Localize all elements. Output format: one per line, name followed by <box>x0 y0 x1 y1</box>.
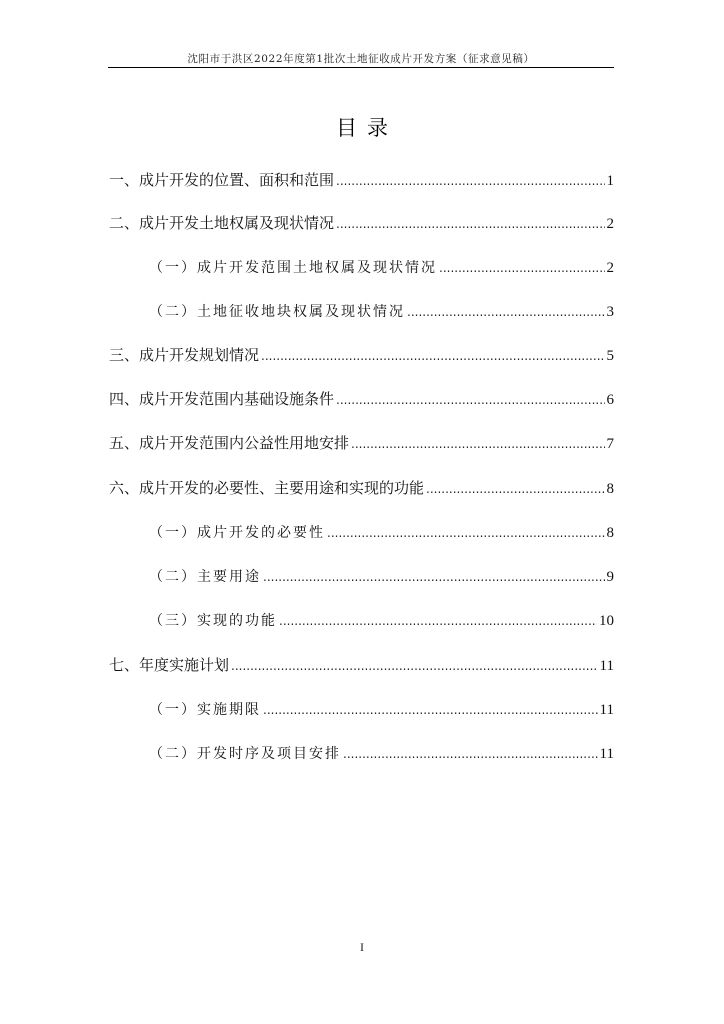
toc-entry[interactable] <box>109 387 614 411</box>
toc-entry[interactable] <box>109 653 614 677</box>
toc-entry-label: （一）成片开发的必要性 <box>149 525 325 541</box>
dot-leader <box>261 344 604 368</box>
toc-page-number: 11 <box>599 702 614 718</box>
toc-subentry[interactable] <box>149 565 614 589</box>
toc-page-number: 11 <box>599 658 614 674</box>
dot-leader <box>351 432 604 456</box>
dot-leader <box>343 742 598 766</box>
header-rule <box>108 67 614 68</box>
toc-page-number: 7 <box>606 436 614 452</box>
running-header: 沈阳市于洪区2022年度第1批次土地征收成片开发方案（征求意见稿） <box>187 53 535 65</box>
dot-leader <box>327 521 605 545</box>
toc-entry[interactable] <box>109 476 614 500</box>
toc-entry-label: 六、成片开发的必要性、主要用途和实现的功能 <box>109 479 425 497</box>
dot-leader <box>439 256 605 280</box>
dot-leader <box>407 300 605 324</box>
toc-page-number: 1 <box>606 173 614 189</box>
toc-entry-label: 三、成片开发规划情况 <box>109 346 260 364</box>
toc-entry-label: 七、年度实施计划 <box>109 656 230 674</box>
toc-entry-label: （二）主要用途 <box>149 569 261 585</box>
toc-subentry[interactable] <box>149 609 614 633</box>
toc-entry[interactable] <box>109 431 614 455</box>
toc-entry[interactable] <box>109 211 614 235</box>
dot-leader <box>263 565 605 589</box>
toc-page-number: 8 <box>606 481 614 497</box>
toc-title: 目录 <box>336 116 398 140</box>
toc-subentry[interactable] <box>149 742 614 766</box>
toc-subentry[interactable] <box>149 521 614 545</box>
toc-entry-label: （一）实施期限 <box>149 702 261 718</box>
toc-entry[interactable] <box>109 343 614 367</box>
toc-entry-label: 四、成片开发范围内基础设施条件 <box>109 390 335 408</box>
toc-page-number: 11 <box>599 746 614 762</box>
toc-entry-label: （二）开发时序及项目安排 <box>149 746 341 762</box>
dot-leader <box>231 654 598 678</box>
toc-entry[interactable] <box>109 168 614 192</box>
toc-entry-label: （二）土地征收地块权属及现状情况 <box>149 304 405 320</box>
toc-page-number: 9 <box>606 569 614 585</box>
page-number-footer: I <box>360 940 364 954</box>
dot-leader <box>336 212 604 236</box>
toc-page-number: 10 <box>599 613 614 629</box>
toc-entry-label: （三）实现的功能 <box>149 613 277 629</box>
dot-leader <box>279 609 597 633</box>
toc-page-number: 2 <box>606 260 614 276</box>
toc-page-number: 2 <box>606 216 614 232</box>
toc-page-number: 3 <box>606 304 614 320</box>
dot-leader <box>263 698 598 722</box>
toc-page-number: 8 <box>606 525 614 541</box>
dot-leader <box>336 169 604 193</box>
toc-entry-label: 五、成片开发范围内公益性用地安排 <box>109 434 350 452</box>
toc-entry-label: （一）成片开发范围土地权属及现状情况 <box>149 260 437 276</box>
toc-subentry[interactable] <box>149 698 614 722</box>
toc-page-number: 5 <box>606 348 614 364</box>
toc-subentry[interactable] <box>149 256 614 280</box>
dot-leader <box>426 477 604 501</box>
toc-page-number: 6 <box>606 392 614 408</box>
toc-subentry[interactable] <box>149 300 614 324</box>
toc-entry-label: 一、成片开发的位置、面积和范围 <box>109 171 335 189</box>
dot-leader <box>336 388 604 412</box>
toc-entry-label: 二、成片开发土地权属及现状情况 <box>109 214 335 232</box>
